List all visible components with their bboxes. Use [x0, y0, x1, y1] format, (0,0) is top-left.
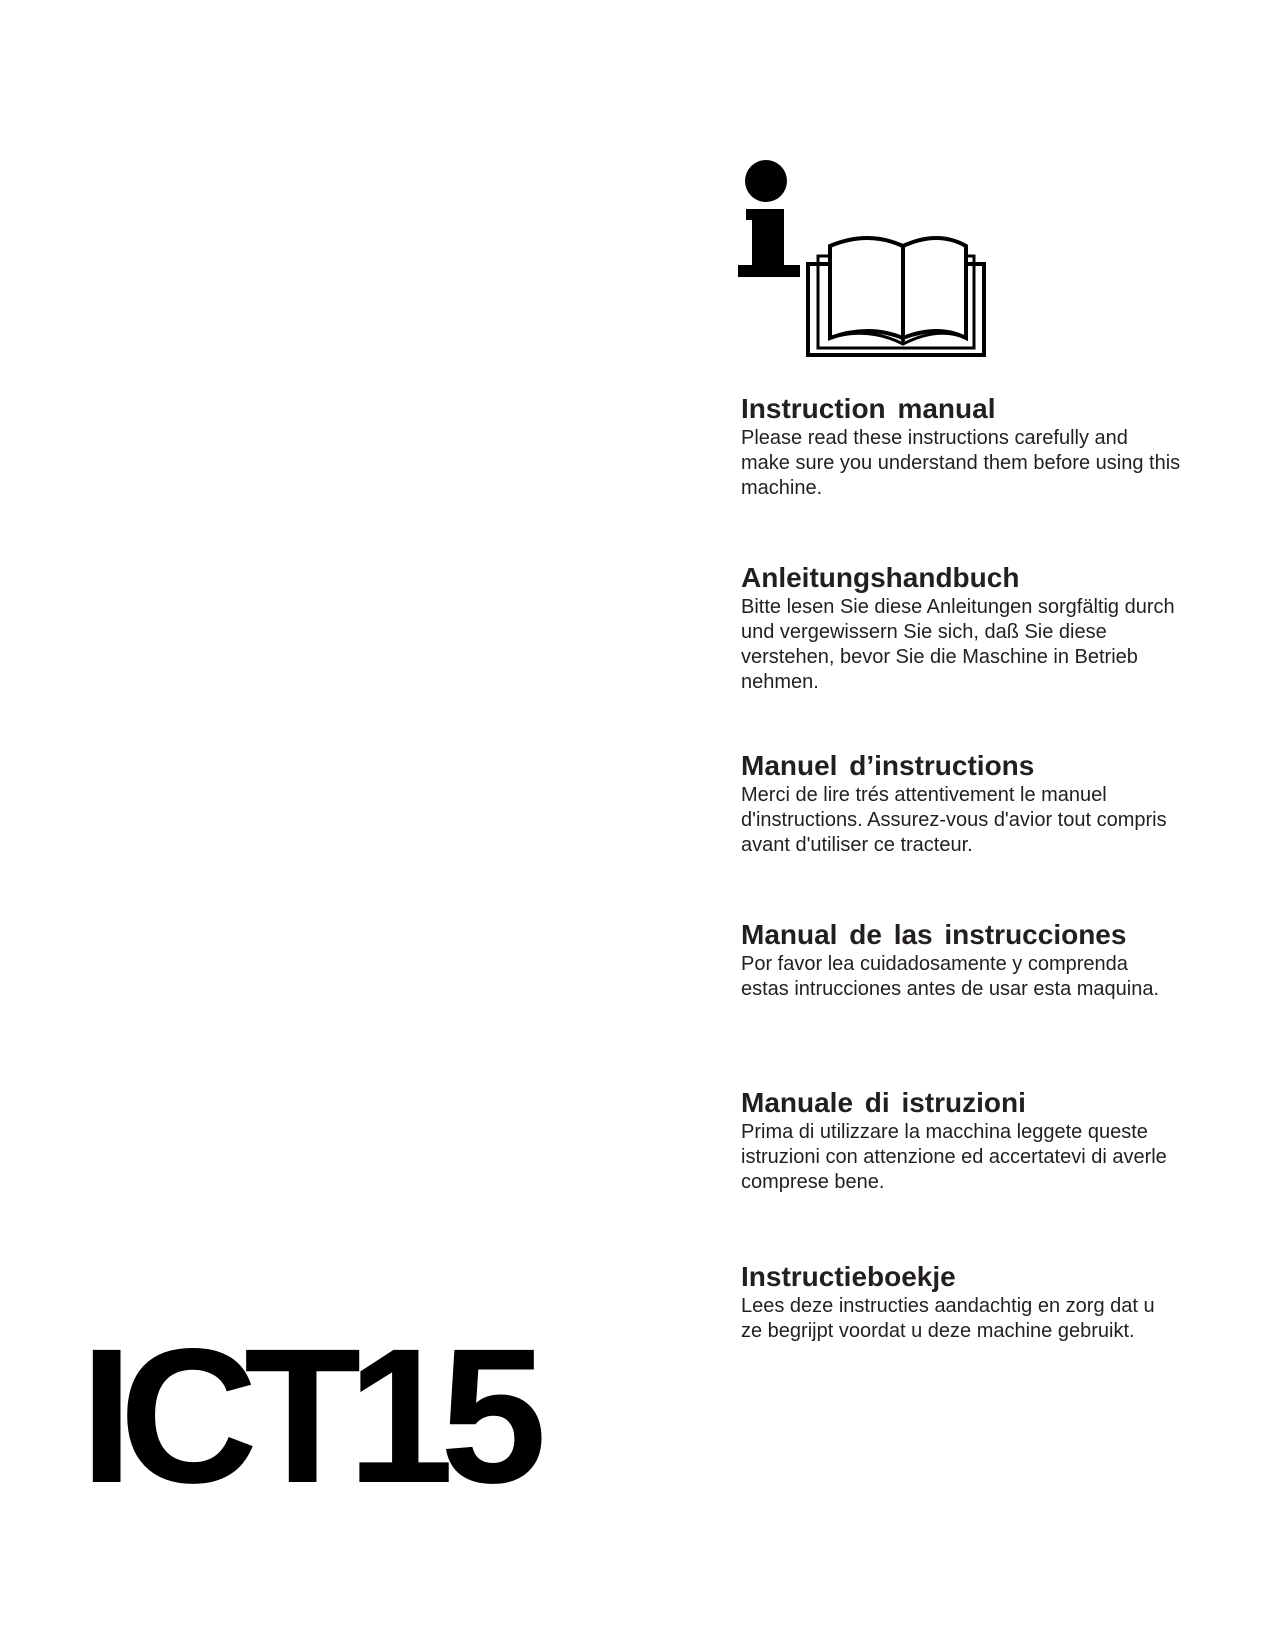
section-title: Manuel d’instructions: [741, 750, 1035, 781]
section-title: Instructieboekje: [741, 1261, 956, 1292]
section-english: [741, 392, 1181, 501]
section-body: Merci de lire trés attentivement le manuel d'instructions. Assurez-vous d'avior tout compris avant d'utiliser ce tracteur.: [741, 784, 1167, 856]
section-title: Manuale di istruzioni: [741, 1087, 1026, 1118]
section-title: Manual de las instrucciones: [741, 919, 1127, 950]
section-body: Bitte lesen Sie diese Anleitungen sorgfältig durch und vergewissern Sie sich, daß Sie diese verstehen, bevor Sie die Maschine in Betrieb nehmen.: [741, 596, 1175, 693]
model-number: ICT15: [80, 1308, 533, 1523]
section-body: Please read these instructions carefully and make sure you understand them before using this machine.: [741, 427, 1181, 499]
section-spanish: [741, 918, 1181, 1002]
section-title: Anleitungshandbuch: [741, 562, 1020, 593]
section-italian: [741, 1086, 1181, 1195]
section-dutch: [741, 1260, 1181, 1344]
section-german: [741, 561, 1181, 695]
section-french: [741, 749, 1181, 858]
section-title: Instruction manual: [741, 393, 996, 424]
section-body: Por favor lea cuidadosamente y comprenda estas intrucciones antes de usar esta maquina.: [741, 953, 1160, 1000]
section-body: Lees deze instructies aandachtig en zorg dat u ze begrijpt voordat u deze machine gebruikt.: [741, 1295, 1155, 1342]
read-manual-icon: [738, 160, 998, 365]
section-body: Prima di utilizzare la macchina leggete queste istruzioni con attenzione ed accertatevi di averle comprese bene.: [741, 1121, 1167, 1193]
